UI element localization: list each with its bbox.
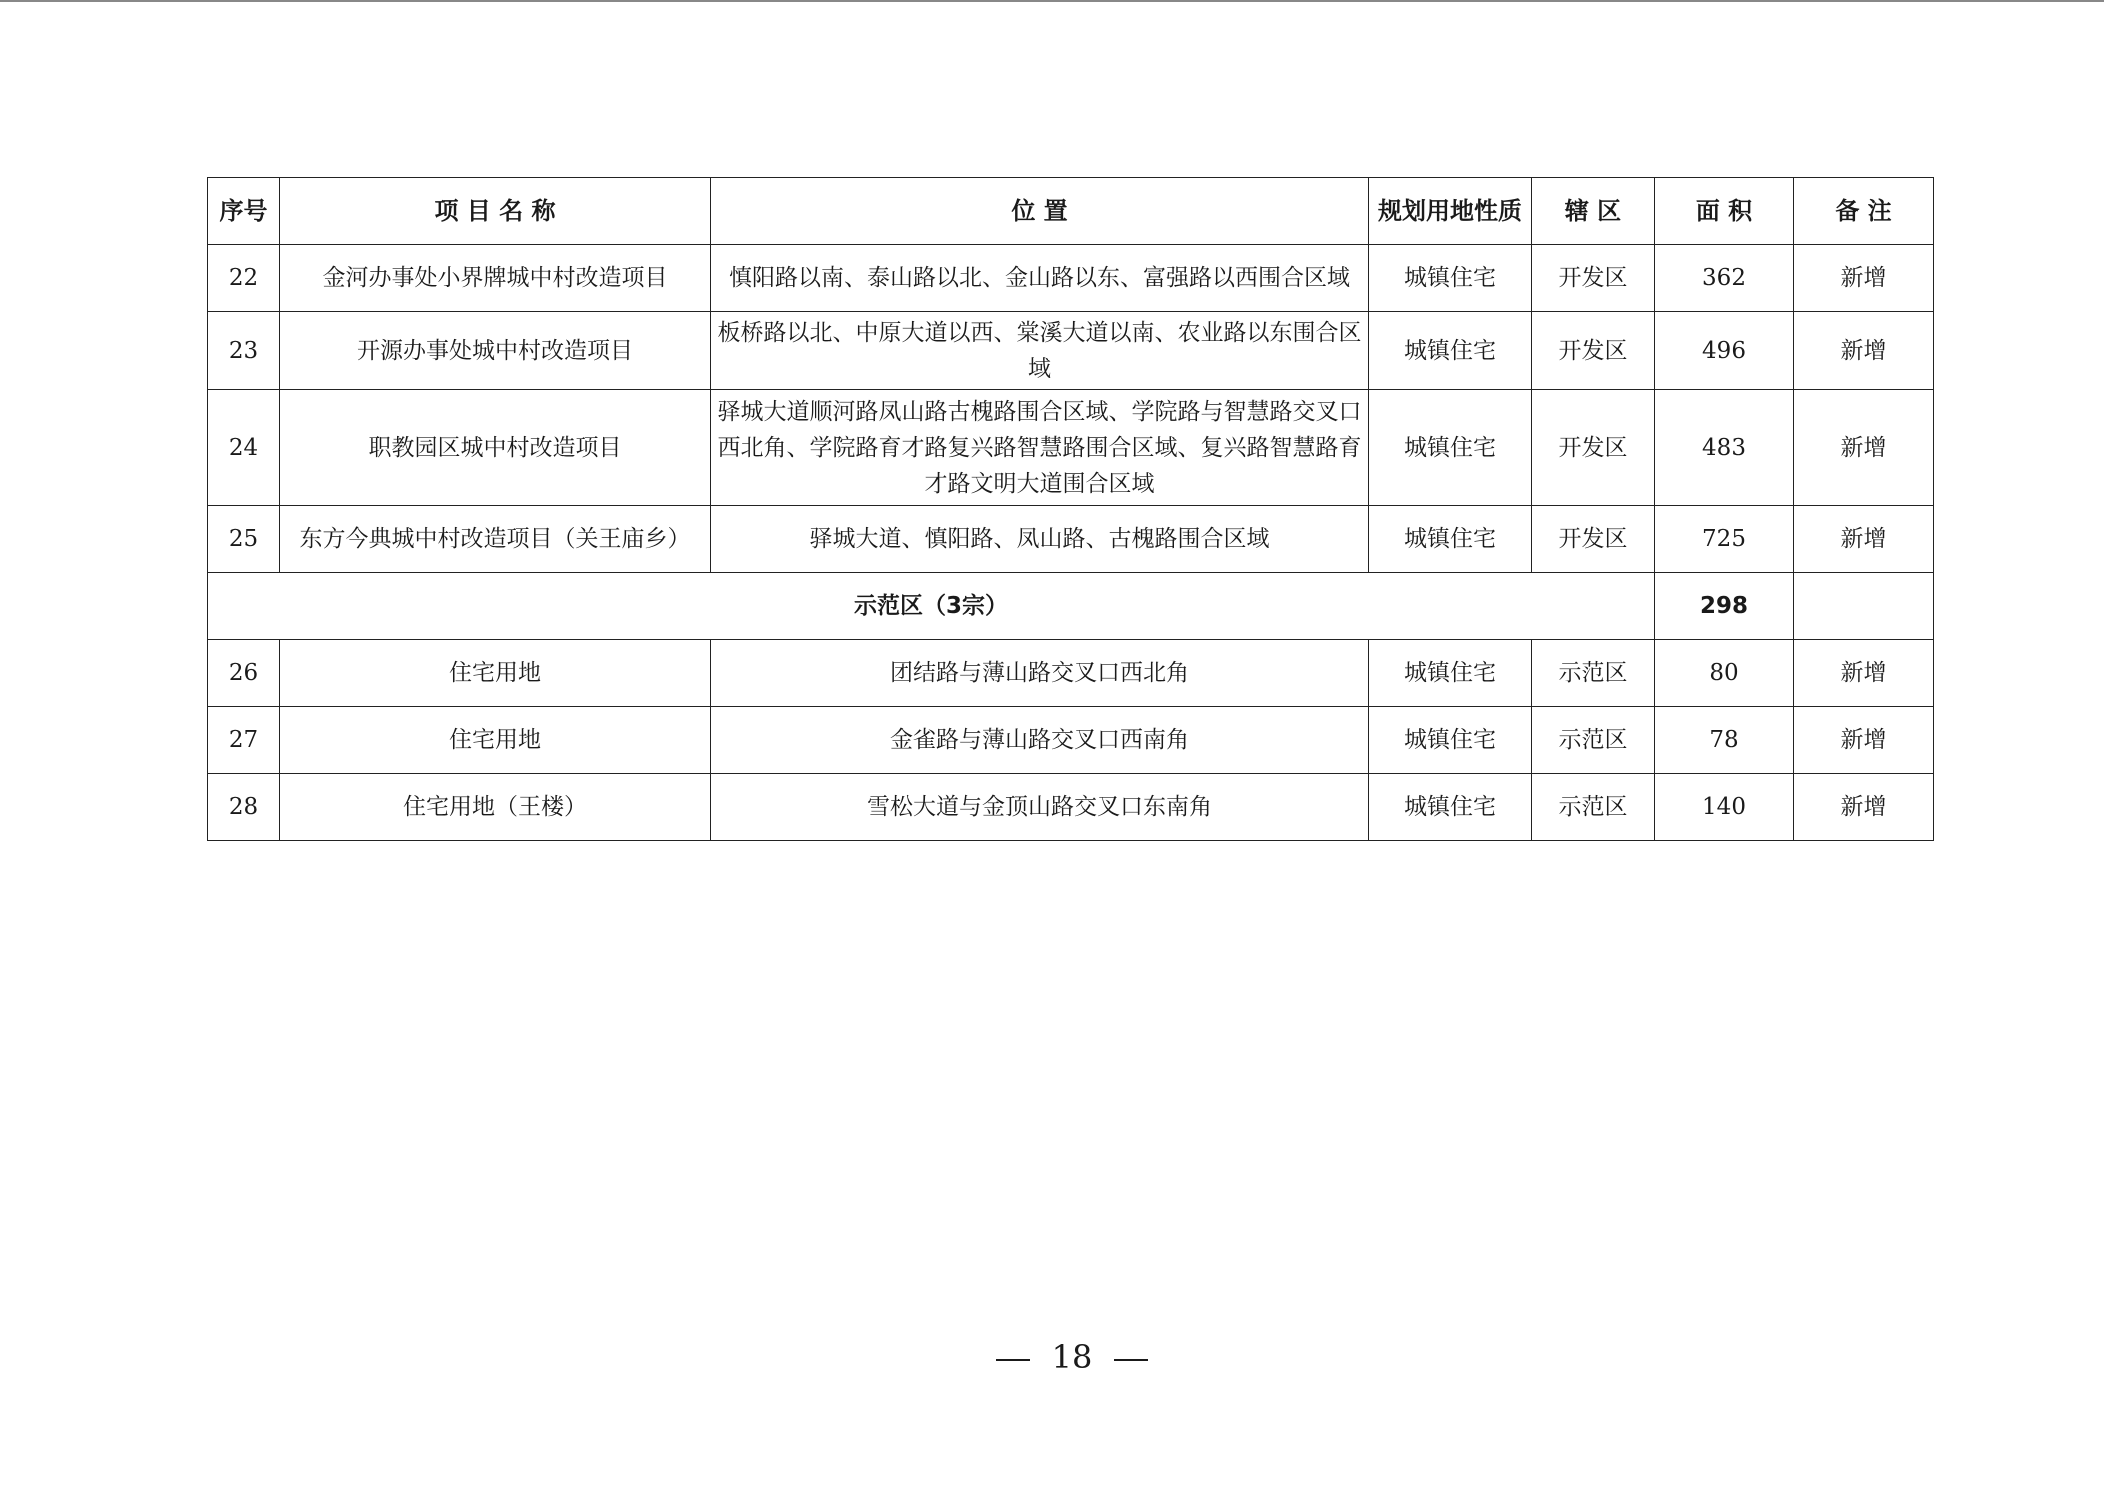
cell-remark: 新增 (1794, 640, 1934, 707)
page-number: 18 (1051, 1338, 1093, 1376)
header-project-name: 项 目 名 称 (280, 178, 711, 245)
cell-project-name: 东方今典城中村改造项目（关王庙乡） (280, 506, 711, 573)
subtotal-remark (1794, 573, 1934, 640)
page-number-footer (952, 1338, 1192, 1376)
cell-location: 板桥路以北、中原大道以西、棠溪大道以南、农业路以东围合区域 (711, 312, 1369, 390)
cell-area: 483 (1655, 390, 1794, 506)
cell-location: 金雀路与薄山路交叉口西南角 (711, 707, 1369, 774)
cell-seq: 26 (208, 640, 280, 707)
table-row (208, 312, 1934, 390)
cell-area: 362 (1655, 245, 1794, 312)
cell-land-use: 城镇住宅 (1369, 506, 1532, 573)
land-supply-table (207, 177, 1934, 841)
cell-land-use: 城镇住宅 (1369, 390, 1532, 506)
header-seq: 序号 (208, 178, 280, 245)
table-row (208, 506, 1934, 573)
table-header-row (208, 178, 1934, 245)
cell-project-name: 住宅用地 (280, 707, 711, 774)
cell-district: 开发区 (1532, 312, 1655, 390)
cell-area: 725 (1655, 506, 1794, 573)
header-land-use: 规划用地性质 (1369, 178, 1532, 245)
cell-land-use: 城镇住宅 (1369, 640, 1532, 707)
header-area: 面 积 (1655, 178, 1794, 245)
cell-location: 驿城大道、慎阳路、凤山路、古槐路围合区域 (711, 506, 1369, 573)
cell-seq: 23 (208, 312, 280, 390)
cell-seq: 27 (208, 707, 280, 774)
cell-district: 开发区 (1532, 245, 1655, 312)
subtotal-row (208, 573, 1934, 640)
cell-project-name: 开源办事处城中村改造项目 (280, 312, 711, 390)
left-dash (996, 1359, 1030, 1361)
header-district: 辖 区 (1532, 178, 1655, 245)
cell-remark: 新增 (1794, 390, 1934, 506)
page-top-border (0, 0, 2104, 2)
cell-project-name: 职教园区城中村改造项目 (280, 390, 711, 506)
subtotal-label: 示范区（3宗） (208, 573, 1655, 640)
cell-area: 496 (1655, 312, 1794, 390)
cell-district: 开发区 (1532, 390, 1655, 506)
cell-district: 示范区 (1532, 707, 1655, 774)
table-row (208, 707, 1934, 774)
header-location: 位 置 (711, 178, 1369, 245)
cell-remark: 新增 (1794, 774, 1934, 841)
table-row (208, 774, 1934, 841)
cell-area: 80 (1655, 640, 1794, 707)
cell-land-use: 城镇住宅 (1369, 774, 1532, 841)
cell-seq: 22 (208, 245, 280, 312)
cell-area: 78 (1655, 707, 1794, 774)
cell-district: 示范区 (1532, 774, 1655, 841)
cell-seq: 24 (208, 390, 280, 506)
table-row (208, 245, 1934, 312)
cell-land-use: 城镇住宅 (1369, 312, 1532, 390)
header-remark: 备 注 (1794, 178, 1934, 245)
cell-seq: 25 (208, 506, 280, 573)
cell-project-name: 住宅用地 (280, 640, 711, 707)
cell-location: 慎阳路以南、泰山路以北、金山路以东、富强路以西围合区域 (711, 245, 1369, 312)
cell-area: 140 (1655, 774, 1794, 841)
cell-land-use: 城镇住宅 (1369, 245, 1532, 312)
cell-remark: 新增 (1794, 506, 1934, 573)
cell-district: 示范区 (1532, 640, 1655, 707)
cell-remark: 新增 (1794, 245, 1934, 312)
cell-project-name: 住宅用地（王楼） (280, 774, 711, 841)
cell-remark: 新增 (1794, 707, 1934, 774)
subtotal-area: 298 (1655, 573, 1794, 640)
cell-seq: 28 (208, 774, 280, 841)
cell-location: 团结路与薄山路交叉口西北角 (711, 640, 1369, 707)
table-row (208, 640, 1934, 707)
table-row (208, 390, 1934, 506)
cell-project-name: 金河办事处小界牌城中村改造项目 (280, 245, 711, 312)
cell-location: 驿城大道顺河路凤山路古槐路围合区域、学院路与智慧路交叉口西北角、学院路育才路复兴路智慧路围合区域、复兴路智慧路育才路文明大道围合区域 (711, 390, 1369, 506)
cell-district: 开发区 (1532, 506, 1655, 573)
cell-remark: 新增 (1794, 312, 1934, 390)
right-dash (1114, 1359, 1148, 1361)
cell-location: 雪松大道与金顶山路交叉口东南角 (711, 774, 1369, 841)
cell-land-use: 城镇住宅 (1369, 707, 1532, 774)
